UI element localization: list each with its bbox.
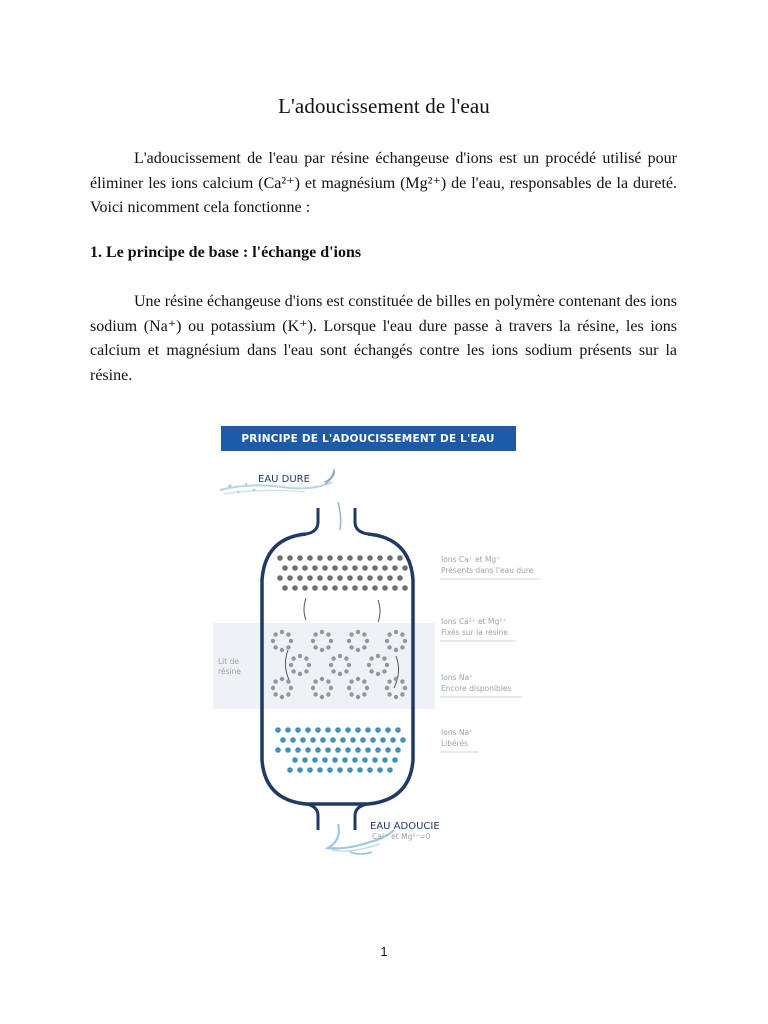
resin-bed-label-line1: Lit de (218, 657, 239, 666)
resin-bead-site (286, 645, 290, 649)
sodium-ion (330, 737, 336, 743)
resin-bead-site (387, 632, 391, 636)
hard-water-ion (327, 555, 333, 561)
resin-bead-site (326, 692, 330, 696)
resin-bead-site (320, 695, 324, 699)
resin-bead-site (289, 686, 293, 690)
hard-water-ion (392, 565, 398, 571)
hard-water-ion (402, 565, 408, 571)
resin-bead-site (331, 656, 335, 660)
resin-bead-site (394, 677, 398, 681)
sodium-ion (385, 727, 391, 733)
resin-bead-site (403, 686, 407, 690)
sodium-ion (372, 757, 378, 763)
resin-bead-site (331, 669, 335, 673)
resin-bead-site (280, 630, 284, 634)
resin-bead-site (273, 645, 277, 649)
resin-bead-site (400, 692, 404, 696)
resin-bead-site (280, 695, 284, 699)
resin-bead-site (349, 632, 353, 636)
sodium-ion (300, 737, 306, 743)
resin-bead-site (400, 679, 404, 683)
sodium-ion (337, 767, 343, 773)
sodium-ion (345, 727, 351, 733)
sodium-ion (377, 767, 383, 773)
resin-bead-site (387, 692, 391, 696)
sodium-ion (352, 757, 358, 763)
resin-bead-site (320, 677, 324, 681)
sodium-ion (322, 757, 328, 763)
resin-bead-site (311, 686, 315, 690)
resin-bead-site (307, 663, 311, 667)
resin-bead-site (356, 648, 360, 652)
sodium-ion (347, 767, 353, 773)
sodium-ion (335, 747, 341, 753)
resin-bead-site (289, 663, 293, 667)
sodium-ion (357, 767, 363, 773)
resin-bead-site (273, 692, 277, 696)
sodium-ion (382, 757, 388, 763)
sodium-ion (310, 737, 316, 743)
hard-water-ion (362, 565, 368, 571)
annotation-released-na-line2: Libérés (441, 739, 469, 748)
sodium-ion (275, 727, 281, 733)
resin-bead-site (400, 632, 404, 636)
hard-water-ion (367, 575, 373, 581)
resin-bead-site (349, 679, 353, 683)
hard-water-ion (302, 585, 308, 591)
hard-water-ion (277, 555, 283, 561)
resin-bead-site (400, 645, 404, 649)
hard-water-label: EAU DURE (258, 474, 310, 485)
resin-bead-site (286, 679, 290, 683)
resin-bead-site (329, 639, 333, 643)
resin-bead-site (273, 632, 277, 636)
section-paragraph (90, 290, 677, 388)
sodium-ion (305, 747, 311, 753)
hard-water-ion (367, 555, 373, 561)
sodium-ion (327, 767, 333, 773)
soft-water-label: EAU ADOUCIE (370, 821, 440, 832)
hard-water-ion (347, 575, 353, 581)
resin-bead-site (298, 672, 302, 676)
hard-water-ion (317, 575, 323, 581)
sodium-ion (285, 727, 291, 733)
resin-bead-site (382, 656, 386, 660)
hard-water-ion (337, 575, 343, 581)
hard-water-ion (372, 565, 378, 571)
sodium-ion (375, 747, 381, 753)
resin-bead-site (298, 654, 302, 658)
resin-bead-site (347, 639, 351, 643)
resin-bead-site (362, 679, 366, 683)
hard-water-ion (297, 575, 303, 581)
resin-bead-site (403, 639, 407, 643)
sodium-ion (340, 737, 346, 743)
sodium-ion (360, 737, 366, 743)
resin-bead-site (394, 648, 398, 652)
hard-water-ion (292, 585, 298, 591)
annotation-available-na-line2: Encore disponibles (441, 684, 512, 693)
resin-bead-site (304, 669, 308, 673)
sodium-ion (355, 727, 361, 733)
resin-bead-site (273, 679, 277, 683)
hard-water-ion (292, 565, 298, 571)
hard-water-ion (352, 585, 358, 591)
hard-water-ion (352, 565, 358, 571)
hard-water-ion (387, 555, 393, 561)
annotation-released-na-line1: Ions Na⁺ (441, 728, 474, 737)
section-heading: 1. Le principe de base : l'échange d'ions (90, 244, 362, 261)
sodium-ion (350, 737, 356, 743)
hard-water-ion (302, 565, 308, 571)
hard-water-ion (322, 585, 328, 591)
resin-bead-site (394, 695, 398, 699)
hard-water-ion (287, 575, 293, 581)
hard-water-ion (287, 555, 293, 561)
hard-water-ion (312, 565, 318, 571)
resin-bead-site (286, 692, 290, 696)
resin-bead-site (289, 639, 293, 643)
annotation-hard-ions-line2: Présents dans l'eau dure (441, 566, 534, 575)
resin-bead-site (313, 645, 317, 649)
sodium-ion (325, 747, 331, 753)
document-title: L'adoucissement de l'eau (278, 94, 490, 118)
hard-water-ion (357, 575, 363, 581)
hard-water-ion (277, 575, 283, 581)
flow-arrow (378, 600, 380, 622)
sodium-ion (362, 757, 368, 763)
hard-water-ion (372, 585, 378, 591)
sodium-ion (335, 727, 341, 733)
resin-bead-site (338, 654, 342, 658)
resin-bead-site (369, 669, 373, 673)
resin-bead-site (362, 632, 366, 636)
resin-bead-site (349, 645, 353, 649)
sodium-ion (315, 727, 321, 733)
sodium-ion (320, 737, 326, 743)
sodium-ion (370, 737, 376, 743)
resin-bead-site (356, 695, 360, 699)
hard-water-ion (387, 575, 393, 581)
resin-bead-site (344, 656, 348, 660)
sodium-ion (380, 737, 386, 743)
resin-bead-site (271, 686, 275, 690)
sodium-ion (292, 757, 298, 763)
diagram-title: PRINCIPE DE L'ADOUCISSEMENT DE L'EAU (241, 433, 495, 445)
hard-water-ion (332, 565, 338, 571)
sodium-ion (285, 747, 291, 753)
hard-water-ion (342, 565, 348, 571)
sodium-ion (297, 767, 303, 773)
sodium-ion (275, 747, 281, 753)
resin-bead-site (362, 645, 366, 649)
intro-text: L'adoucissement de l'eau par résine échangeuse d'ions est un procédé utilisé pour éliminer les ions calcium (Ca²⁺) et magnésium (Mg²⁺) de l'eau, responsables de la dureté. Voici nicomment cela fonctionne : (90, 150, 677, 216)
resin-bead-site (291, 656, 295, 660)
sodium-ion (307, 767, 313, 773)
resin-bead-site (376, 672, 380, 676)
hard-water-ion (312, 585, 318, 591)
hard-water-ion (402, 585, 408, 591)
sodium-ion (302, 757, 308, 763)
sodium-ion (295, 747, 301, 753)
resin-bead-site (313, 632, 317, 636)
sodium-ion (317, 767, 323, 773)
sodium-ion (312, 757, 318, 763)
sodium-ion (400, 737, 406, 743)
resin-bead-site (385, 663, 389, 667)
vessel-bottom-neck (306, 804, 318, 830)
hard-water-ion (317, 555, 323, 561)
resin-bead-site (286, 632, 290, 636)
resin-bead-site (311, 639, 315, 643)
flow-arrow (304, 598, 306, 620)
sodium-ion (287, 767, 293, 773)
hard-water-ion (377, 555, 383, 561)
vessel-top-neck (306, 508, 318, 534)
sodium-ion (295, 727, 301, 733)
vessel-top-neck (355, 508, 368, 534)
hard-water-ion (347, 555, 353, 561)
hard-water-ion (362, 585, 368, 591)
resin-bead-site (394, 630, 398, 634)
hard-water-ion (357, 555, 363, 561)
hard-water-ion (397, 555, 403, 561)
section-text: Une résine échangeuse d'ions est constituée de billes en polymère contenant des ions sodium (Na⁺) ou potassium (K⁺). Lorsque l'eau dure passe à travers la résine, les ions calcium et magnésium dans l'eau sont échangés contre les ions sodium présents sur la résine. (90, 293, 677, 384)
sodium-ion (325, 727, 331, 733)
sodium-ion (280, 737, 286, 743)
hard-water-ion (297, 555, 303, 561)
annotation-fixed-ions-line1: Ions Ca²⁺ et Mg²⁺ (441, 617, 507, 626)
resin-bead-site (356, 630, 360, 634)
sodium-ion (385, 747, 391, 753)
intro-paragraph (90, 147, 677, 221)
resin-bead-site (326, 645, 330, 649)
resin-bead-site (280, 677, 284, 681)
sodium-ion (365, 747, 371, 753)
hard-water-ion (322, 565, 328, 571)
hard-water-ion (382, 585, 388, 591)
resin-bead-site (280, 648, 284, 652)
sodium-ion (367, 767, 373, 773)
resin-bead-site (326, 632, 330, 636)
resin-bead-site (385, 686, 389, 690)
resin-bead-site (291, 669, 295, 673)
resin-bead-site (271, 639, 275, 643)
sodium-ion (355, 747, 361, 753)
sodium-ion (315, 747, 321, 753)
annotation-available-na-line1: Ions Na⁺ (441, 673, 474, 682)
resin-bead-site (313, 679, 317, 683)
sodium-ion (332, 757, 338, 763)
resin-bead-site (369, 656, 373, 660)
hard-water-ion (382, 565, 388, 571)
resin-bead-site (362, 692, 366, 696)
hard-water-ion (397, 575, 403, 581)
vessel-bottom-neck (355, 804, 368, 830)
resin-bead-site (320, 630, 324, 634)
sodium-ion (365, 727, 371, 733)
resin-bead-site (347, 686, 351, 690)
sodium-ion (395, 747, 401, 753)
resin-bead-site (385, 639, 389, 643)
resin-bead-site (376, 654, 380, 658)
resin-bead-site (349, 692, 353, 696)
annotation-fixed-ions-line2: Fixés sur la résine (441, 628, 509, 637)
resin-bead-site (304, 656, 308, 660)
resin-bead-site (320, 648, 324, 652)
resin-bead-site (344, 669, 348, 673)
resin-bead-site (313, 692, 317, 696)
resin-bead-site (338, 672, 342, 676)
resin-bead-site (365, 686, 369, 690)
resin-bead-site (326, 679, 330, 683)
hard-water-ion (307, 555, 313, 561)
hard-water-ion (342, 585, 348, 591)
hard-water-ion (392, 585, 398, 591)
hard-water-ion (282, 585, 288, 591)
resin-bead-site (367, 663, 371, 667)
page-number: 1 (380, 944, 388, 959)
sodium-ion (395, 727, 401, 733)
sodium-ion (342, 757, 348, 763)
resin-bead-site (356, 677, 360, 681)
hard-water-ion (337, 555, 343, 561)
annotation-hard-ions-line1: Ions Ca⁺ et Mg⁺ (441, 555, 501, 564)
sodium-ion (290, 737, 296, 743)
hard-water-ion (377, 575, 383, 581)
water-softening-diagram (210, 420, 550, 860)
resin-bead-site (347, 663, 351, 667)
sodium-ion (392, 757, 398, 763)
soft-water-sublabel: Ca²⁺ et Mg²⁺=0 (372, 832, 431, 841)
sodium-ion (345, 747, 351, 753)
hard-water-ion (327, 575, 333, 581)
resin-bead-site (382, 669, 386, 673)
hard-water-ion (282, 565, 288, 571)
resin-bead-site (387, 645, 391, 649)
sodium-ion (390, 737, 396, 743)
sodium-ion (305, 727, 311, 733)
resin-bead-site (329, 663, 333, 667)
sodium-ion (375, 727, 381, 733)
resin-bead-site (329, 686, 333, 690)
resin-bead-site (387, 679, 391, 683)
resin-bead-site (365, 639, 369, 643)
resin-bed-label-line2: résine (218, 667, 241, 676)
hard-water-ion (332, 585, 338, 591)
sodium-ion (387, 767, 393, 773)
hard-water-ion (307, 575, 313, 581)
